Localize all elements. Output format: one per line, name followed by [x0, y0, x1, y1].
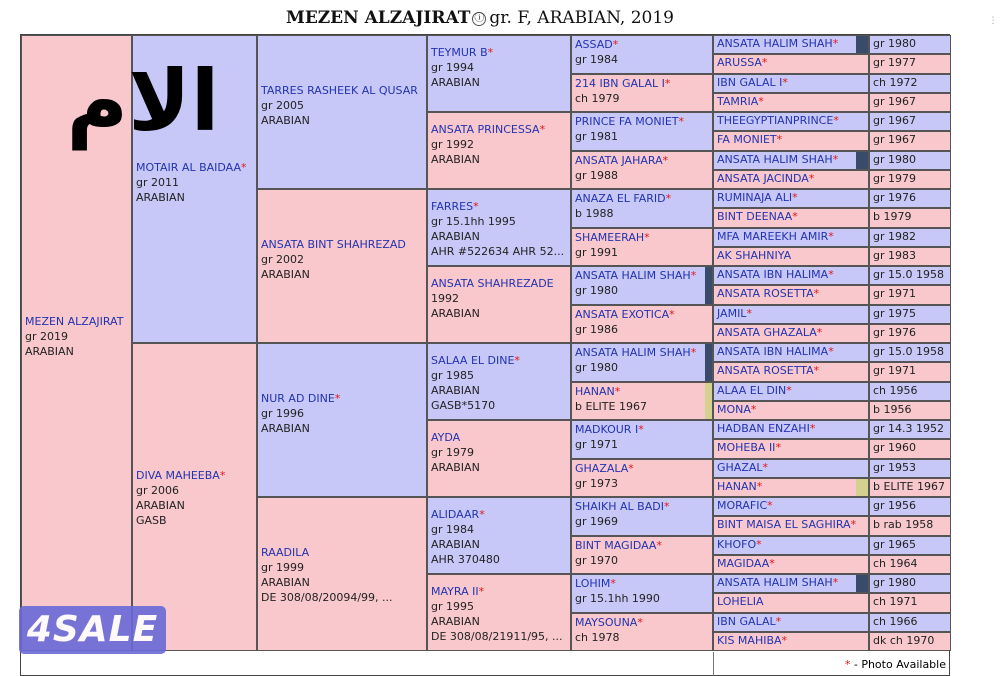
horse-name-link[interactable]: ANSATA GHAZALA — [717, 325, 817, 339]
horse-detail: ARABIAN — [136, 191, 185, 204]
gen5-horse-name-cell[interactable] — [713, 285, 869, 304]
photo-star-icon: * — [844, 658, 851, 671]
gen5-horse-name-cell[interactable] — [713, 459, 869, 478]
gen4-horse-cell[interactable] — [571, 382, 713, 421]
expand-tab-icon[interactable] — [856, 575, 868, 592]
gen4-horse-cell[interactable] — [571, 613, 713, 652]
horse-name-link[interactable]: HANAN — [575, 384, 615, 398]
horse-detail: ARABIAN — [431, 229, 480, 243]
photo-star-icon: * — [832, 152, 839, 166]
photo-star-icon: * — [644, 230, 650, 244]
gen3-horse-cell[interactable] — [427, 189, 571, 266]
gen3-horse-cell[interactable] — [427, 266, 571, 343]
photo-star-icon: * — [776, 133, 783, 147]
horse-detail: ch 1978 — [575, 630, 620, 644]
photo-star-icon: * — [690, 269, 697, 282]
photo-star-icon: * — [828, 345, 834, 358]
horse-detail: AHR #522634 AHR 52... — [431, 244, 565, 258]
photo-star-icon: * — [539, 122, 546, 136]
gen5-horse-detail-cell: gr 1956 — [869, 497, 951, 516]
horse-name-link[interactable]: MOHEBA II — [717, 441, 776, 455]
expand-tab-icon[interactable] — [705, 383, 712, 420]
scroll-grip-icon[interactable]: ⋮ — [988, 16, 998, 26]
gen5-horse-detail-cell: gr 1982 — [869, 228, 951, 247]
photo-star-icon: * — [813, 287, 820, 301]
horse-name-link[interactable]: MAGIDAA — [717, 556, 770, 570]
gen5-horse-name-cell[interactable] — [713, 613, 869, 632]
gen5-horse-detail-cell: dk ch 1970 — [869, 632, 951, 651]
gen5-horse-detail-cell: ch 1966 — [869, 613, 951, 632]
gen5-horse-name-cell[interactable] — [713, 536, 869, 555]
photo-star-icon: * — [219, 469, 226, 482]
horse-name-link[interactable]: MORAFIC — [717, 499, 768, 512]
gen5-horse-name-cell[interactable] — [713, 131, 869, 150]
gen5-horse-name-cell[interactable] — [713, 228, 869, 247]
gen3-horse-cell[interactable] — [427, 112, 571, 189]
gen5-horse-name-cell[interactable] — [713, 497, 869, 516]
expand-tab-icon[interactable] — [705, 344, 712, 381]
horse-name-link[interactable]: TEYMUR B — [431, 45, 488, 59]
horse-name-link[interactable]: ANSATA HALIM SHAH — [717, 37, 833, 50]
gen5-horse-detail-cell: gr 1960 — [869, 439, 951, 458]
gen5-horse-detail-cell: ch 1956 — [869, 382, 951, 401]
horse-name-link[interactable]: HANAN — [717, 479, 757, 493]
gen5-horse-name-cell[interactable] — [713, 266, 869, 285]
gen5-horse-detail-cell: gr 1967 — [869, 93, 951, 112]
gen4-horse-cell[interactable] — [571, 574, 713, 613]
photo-star-icon: * — [750, 402, 757, 416]
horse-name-link[interactable]: ANSATA SHAHREZADE — [431, 276, 554, 290]
gen5-horse-detail-cell: gr 1971 — [869, 362, 951, 381]
photo-star-icon: * — [665, 192, 672, 205]
horse-name-link[interactable]: IBN GALAL I — [717, 75, 783, 89]
photo-star-icon: * — [769, 556, 775, 570]
horse-detail: gr 1973 — [575, 476, 618, 490]
horse-detail: gr 1986 — [575, 322, 618, 336]
horse-detail: b 1988 — [575, 207, 614, 220]
gen5-horse-name-cell[interactable] — [713, 574, 869, 593]
photo-star-icon: * — [781, 633, 788, 647]
horse-name-link[interactable]: ANAZA EL FARID — [575, 192, 666, 205]
photo-star-icon: * — [775, 441, 781, 455]
photo-star-icon: * — [656, 538, 662, 552]
gen5-horse-name-cell[interactable] — [713, 247, 869, 266]
gen5-horse-detail-cell: b 1956 — [869, 401, 951, 420]
horse-detail: gr 2019 — [25, 330, 68, 343]
horse-name-link[interactable]: MFA MAREEKH AMIR — [717, 229, 829, 243]
gen5-horse-name-cell[interactable] — [713, 324, 869, 343]
horse-name-link[interactable]: ANSATA IBN HALIMA — [717, 345, 829, 358]
gen4-horse-cell[interactable] — [571, 497, 713, 536]
horse-detail: gr 2005 — [261, 99, 304, 112]
horse-name-link[interactable]: JAMIL — [717, 306, 747, 320]
photo-star-icon: * — [756, 479, 763, 493]
horse-detail: ch 1979 — [575, 91, 620, 105]
photo-star-icon: * — [833, 114, 839, 127]
horse-detail: gr 2002 — [261, 253, 304, 266]
gen5-horse-detail-cell: gr 1976 — [869, 189, 951, 208]
horse-name-link[interactable]: AYDA — [431, 430, 461, 444]
gen5-horse-detail-cell: ch 1964 — [869, 555, 951, 574]
horse-name-link[interactable]: HADBAN ENZAHI — [717, 422, 810, 435]
photo-star-icon: * — [487, 45, 494, 59]
horse-name-link[interactable]: TAMRIA — [717, 94, 759, 108]
gen5-horse-name-cell[interactable] — [713, 74, 869, 93]
photo-star-icon: * — [610, 577, 616, 590]
photo-star-icon: * — [828, 268, 834, 281]
gen2-horse-cell[interactable] — [257, 343, 427, 497]
horse-detail: gr 1969 — [575, 515, 618, 528]
horse-name-link[interactable]: ANSATA ROSETTA — [717, 364, 814, 378]
horse-detail: ARABIAN — [261, 422, 310, 435]
horse-detail: ARABIAN — [431, 383, 480, 397]
photo-star-icon: * — [816, 325, 823, 339]
gen4-horse-cell[interactable] — [571, 35, 713, 74]
horse-name-link[interactable]: ANSATA HALIM SHAH — [717, 152, 833, 166]
horse-detail: gr 1971 — [575, 438, 618, 451]
horse-detail: GASB — [136, 514, 167, 527]
gen5-horse-name-cell[interactable] — [713, 401, 869, 420]
gen5-horse-name-cell[interactable] — [713, 632, 869, 651]
gen5-horse-name-cell[interactable] — [713, 151, 869, 170]
horse-detail: gr 2006 — [136, 484, 179, 497]
horse-detail: ARABIAN — [261, 268, 310, 281]
gen5-horse-detail-cell: gr 1983 — [869, 247, 951, 266]
photo-star-icon: * — [612, 38, 619, 51]
gen4-horse-cell[interactable] — [571, 74, 713, 113]
gen5-horse-detail-cell: gr 15.0 1958 — [869, 343, 951, 362]
gen5-horse-detail-cell: gr 1953 — [869, 459, 951, 478]
horse-detail: ARABIAN — [431, 75, 480, 89]
gen5-horse-detail-cell: gr 1980 — [869, 35, 951, 54]
gen5-horse-detail-cell: ch 1971 — [869, 593, 951, 612]
photo-star-icon: * — [614, 384, 621, 398]
horse-name-link[interactable]: ANSATA JAHARA — [575, 153, 663, 167]
gen5-horse-name-cell[interactable] — [713, 112, 869, 131]
expand-tab-icon[interactable] — [856, 36, 868, 53]
photo-star-icon: * — [479, 507, 485, 521]
horse-name-link[interactable]: ANSATA JACINDA — [717, 171, 809, 185]
gen4-horse-cell[interactable] — [571, 112, 713, 151]
photo-star-icon: * — [761, 56, 768, 70]
horse-name-link[interactable]: KIS MAHIBA — [717, 633, 782, 647]
horse-name-link[interactable]: ALIDAAR — [431, 507, 480, 521]
horse-detail: AHR 370480 — [431, 552, 500, 566]
gen4-horse-cell[interactable] — [571, 420, 713, 459]
horse-name-link[interactable]: SALAA EL DINE — [431, 353, 515, 367]
gen5-horse-detail-cell: gr 14.3 1952 — [869, 420, 951, 439]
horse-name-link[interactable]: MAYRA II — [431, 584, 479, 598]
horse-name-link[interactable]: FA MONIET — [717, 133, 777, 147]
horse-detail: ARABIAN — [261, 576, 310, 589]
horse-detail: gr 1985 — [431, 368, 474, 382]
horse-detail: gr 1991 — [575, 245, 618, 259]
horse-detail: ARABIAN — [136, 499, 185, 512]
gen3-horse-cell[interactable] — [427, 35, 571, 112]
horse-name-link[interactable]: ANSATA HALIM SHAH — [575, 269, 691, 282]
page-title — [0, 8, 960, 28]
photo-star-icon: * — [678, 115, 685, 128]
horse-detail: GASB*5170 — [431, 398, 496, 412]
gen5-horse-name-cell[interactable] — [713, 305, 869, 324]
photo-star-icon: * — [775, 614, 782, 628]
gen5-horse-name-cell[interactable] — [713, 208, 869, 227]
horse-name-link[interactable]: PRINCE FA MONIET — [575, 115, 679, 128]
horse-detail: gr 1994 — [431, 60, 474, 74]
gen5-horse-detail-cell: b ELITE 1967 — [869, 478, 951, 497]
gen4-horse-cell[interactable] — [571, 151, 713, 190]
horse-detail: ARABIAN — [25, 345, 74, 358]
svg-text:الام: الام — [66, 52, 220, 150]
horse-detail: gr 1979 — [431, 445, 474, 459]
gen5-horse-detail-cell: ch 1972 — [869, 74, 951, 93]
gen5-horse-name-cell[interactable] — [713, 555, 869, 574]
horse-detail: gr 15.1hh 1990 — [575, 592, 660, 605]
arabic-watermark — [48, 38, 238, 168]
gen2-horse-cell[interactable] — [257, 189, 427, 343]
gen5-horse-name-cell[interactable] — [713, 35, 869, 54]
gen2-horse-cell[interactable] — [257, 35, 427, 189]
photo-star-icon: * — [669, 307, 675, 321]
horse-name-link[interactable]: GHAZAL — [717, 460, 763, 474]
horse-detail: ARABIAN — [431, 537, 480, 551]
photo-star-icon: * — [850, 518, 857, 532]
horse-name-link[interactable]: DIVA MAHEEBA — [136, 469, 220, 482]
gen5-horse-name-cell[interactable] — [713, 54, 869, 73]
horse-detail: DE 308/08/20094/99, ... — [261, 591, 393, 604]
photo-star-icon: * — [473, 199, 479, 213]
gen5-horse-detail-cell: gr 1980 — [869, 574, 951, 593]
gen5-horse-detail-cell: gr 1965 — [869, 536, 951, 555]
photo-star-icon: * — [762, 460, 769, 474]
photo-star-icon: * — [792, 191, 798, 204]
horse-name-link[interactable]: BINT MAGIDAA — [575, 538, 657, 552]
gen5-horse-detail-cell: b 1979 — [869, 208, 951, 227]
gen5-horse-detail-cell: gr 1979 — [869, 170, 951, 189]
photo-star-icon: * — [690, 346, 697, 359]
horse-name-link[interactable]: MADKOUR I — [575, 423, 639, 436]
horse-detail: gr 1980 — [575, 361, 618, 374]
gen5-horse-detail-cell: gr 1967 — [869, 112, 951, 131]
horse-detail: ARABIAN — [431, 152, 480, 166]
horse-detail: ARABIAN — [431, 306, 480, 320]
horse-detail: ARABIAN — [431, 614, 480, 628]
horse-name-link[interactable]: BINT MAISA EL SAGHIRA — [717, 518, 851, 532]
photo-available-text: - Photo Available — [853, 658, 946, 671]
photo-star-icon: * — [792, 210, 798, 224]
horse-title-details: gr. F, ARABIAN, 2019 — [489, 8, 674, 28]
horse-name-link[interactable]: MONA — [717, 402, 751, 416]
gen4-horse-cell[interactable] — [571, 266, 713, 305]
photo-star-icon: * — [808, 171, 815, 185]
horse-name-link[interactable]: FARRES — [431, 199, 474, 213]
horse-title-name: MEZEN ALZAJIRAT — [286, 8, 471, 28]
horse-detail: gr 1999 — [261, 561, 304, 574]
horse-name-link[interactable]: ANSATA HALIM SHAH — [575, 346, 691, 359]
horse-detail: gr 1970 — [575, 553, 618, 567]
gen4-horse-cell[interactable] — [571, 459, 713, 498]
horse-detail: gr 2011 — [136, 176, 179, 189]
horse-name-link[interactable]: MEZEN ALZAJIRAT — [25, 315, 124, 328]
horse-name-link[interactable]: SHAIKH AL BADI — [575, 500, 664, 513]
horse-name-link[interactable]: TARRES RASHEEK AL QUSAR — [261, 84, 418, 97]
gen5-horse-name-cell[interactable] — [713, 189, 869, 208]
gen5-horse-name-cell[interactable] — [713, 478, 869, 497]
gen5-horse-detail-cell: gr 1977 — [869, 54, 951, 73]
for-sale-badge: 4SALE — [19, 606, 166, 654]
horse-detail: ARABIAN — [261, 114, 310, 127]
horse-detail: gr 1995 — [431, 599, 474, 613]
photo-star-icon: * — [782, 75, 788, 89]
gen5-horse-name-cell[interactable] — [713, 439, 869, 458]
gen5-horse-detail-cell: gr 1975 — [869, 305, 951, 324]
gen4-horse-cell[interactable] — [571, 536, 713, 575]
horse-name-link[interactable]: BINT DEENAA — [717, 210, 793, 224]
gen5-horse-detail-cell: gr 1971 — [869, 285, 951, 304]
horse-detail: gr 1988 — [575, 168, 618, 182]
photo-star-icon: * — [756, 537, 762, 551]
horse-name-link[interactable]: KHOFO — [717, 537, 757, 551]
gen3-horse-cell[interactable] — [427, 574, 571, 651]
gen5-horse-detail-cell: gr 1976 — [869, 324, 951, 343]
photo-star-icon: * — [828, 229, 834, 243]
gen3-horse-cell[interactable] — [427, 420, 571, 497]
horse-name-link[interactable]: ASSAD — [575, 38, 613, 51]
gen4-horse-cell[interactable] — [571, 228, 713, 267]
horse-name-link[interactable]: ANSATA BINT SHAHREZAD — [261, 238, 406, 251]
horse-name-link[interactable]: LOHELIA — [717, 595, 764, 609]
horse-name-link[interactable]: ANSATA ROSETTA — [717, 287, 814, 301]
horse-name-link[interactable]: THEEGYPTIANPRINCE — [717, 114, 834, 127]
horse-detail: gr 15.1hh 1995 — [431, 214, 516, 228]
gen2-horse-cell[interactable] — [257, 497, 427, 651]
horse-detail: gr 1980 — [575, 284, 618, 297]
horse-name-link[interactable]: SHAMEERAH — [575, 230, 645, 244]
photo-star-icon: * — [813, 364, 820, 378]
photo-star-icon: * — [758, 94, 764, 108]
photo-star-icon: * — [832, 37, 839, 50]
photo-star-icon: * — [786, 383, 792, 397]
horse-detail: 1992 — [431, 291, 459, 305]
gen4-horse-cell[interactable] — [571, 189, 713, 228]
gen5-horse-name-cell[interactable] — [713, 593, 869, 612]
gen3-horse-cell[interactable] — [427, 343, 571, 420]
horse-name-link[interactable]: ARUSSA — [717, 56, 762, 70]
horse-name-link[interactable]: GHAZALA — [575, 461, 629, 475]
photo-star-icon: * — [663, 500, 670, 513]
gen5-horse-detail-cell: gr 1967 — [869, 131, 951, 150]
horse-name-link[interactable]: LOHIM — [575, 577, 611, 590]
horse-detail: gr 1992 — [431, 137, 474, 151]
horse-name-link[interactable]: NUR AD DINE — [261, 392, 335, 405]
horse-detail: gr 1984 — [431, 522, 474, 536]
horse-name-link[interactable]: ALAA EL DIN — [717, 383, 787, 397]
horse-detail: ARABIAN — [431, 460, 480, 474]
gen5-horse-name-cell[interactable] — [713, 362, 869, 381]
info-icon[interactable]: ⓘ — [474, 13, 485, 24]
horse-name-link[interactable]: 214 IBN GALAL I — [575, 76, 665, 90]
expand-tab-icon[interactable] — [856, 152, 868, 169]
photo-star-icon: * — [478, 584, 485, 598]
photo-star-icon: * — [241, 161, 247, 174]
horse-name-link[interactable]: RUMINAJA ALI — [717, 191, 793, 204]
expand-tab-icon[interactable] — [856, 479, 868, 496]
photo-star-icon: * — [637, 615, 643, 629]
horse-name-link[interactable]: ANSATA PRINCESSA — [431, 122, 540, 136]
photo-star-icon: * — [832, 576, 839, 589]
horse-name-link[interactable]: ANSATA HALIM SHAH — [717, 576, 833, 589]
gen1-horse-cell[interactable] — [132, 343, 257, 651]
horse-detail: gr 1996 — [261, 407, 304, 420]
horse-name-link[interactable]: IBN GALAL — [717, 614, 776, 628]
gen5-horse-name-cell[interactable] — [713, 343, 869, 362]
horse-detail: b ELITE 1967 — [575, 399, 647, 413]
gen5-horse-detail-cell: b rab 1958 — [869, 516, 951, 535]
horse-name-link[interactable]: MAYSOUNA — [575, 615, 638, 629]
horse-detail: gr 1984 — [575, 53, 618, 66]
gen5-horse-name-cell[interactable] — [713, 93, 869, 112]
photo-star-icon: * — [767, 499, 773, 512]
photo-star-icon: * — [664, 76, 671, 90]
horse-name-link[interactable]: AK SHAHNIYA — [717, 248, 792, 262]
photo-star-icon: * — [334, 392, 341, 405]
horse-detail: gr 1981 — [575, 130, 618, 143]
horse-name-link[interactable]: ANSATA EXOTICA — [575, 307, 670, 321]
photo-star-icon: * — [662, 153, 669, 167]
gen5-horse-detail-cell: gr 15.0 1958 — [869, 266, 951, 285]
horse-name-link[interactable]: RAADILA — [261, 546, 310, 559]
gen5-horse-detail-cell: gr 1980 — [869, 151, 951, 170]
gen4-horse-cell[interactable] — [571, 305, 713, 344]
expand-tab-icon[interactable] — [705, 267, 712, 304]
horse-name-link[interactable]: MOTAIR AL BAIDAA — [136, 161, 242, 174]
gen4-horse-cell[interactable] — [571, 343, 713, 382]
gen5-horse-name-cell[interactable] — [713, 170, 869, 189]
gen5-horse-name-cell[interactable] — [713, 516, 869, 535]
horse-detail: DE 308/08/21911/95, ... — [431, 629, 563, 643]
horse-name-link[interactable]: ANSATA IBN HALIMA — [717, 268, 829, 281]
photo-available-note — [713, 652, 950, 676]
gen3-horse-cell[interactable] — [427, 497, 571, 574]
photo-star-icon: * — [746, 306, 752, 320]
photo-star-icon: * — [514, 353, 520, 367]
photo-star-icon: * — [628, 461, 634, 475]
photo-star-icon: * — [809, 422, 816, 435]
gen5-horse-name-cell[interactable] — [713, 382, 869, 401]
photo-star-icon: * — [638, 423, 644, 436]
gen5-horse-name-cell[interactable] — [713, 420, 869, 439]
